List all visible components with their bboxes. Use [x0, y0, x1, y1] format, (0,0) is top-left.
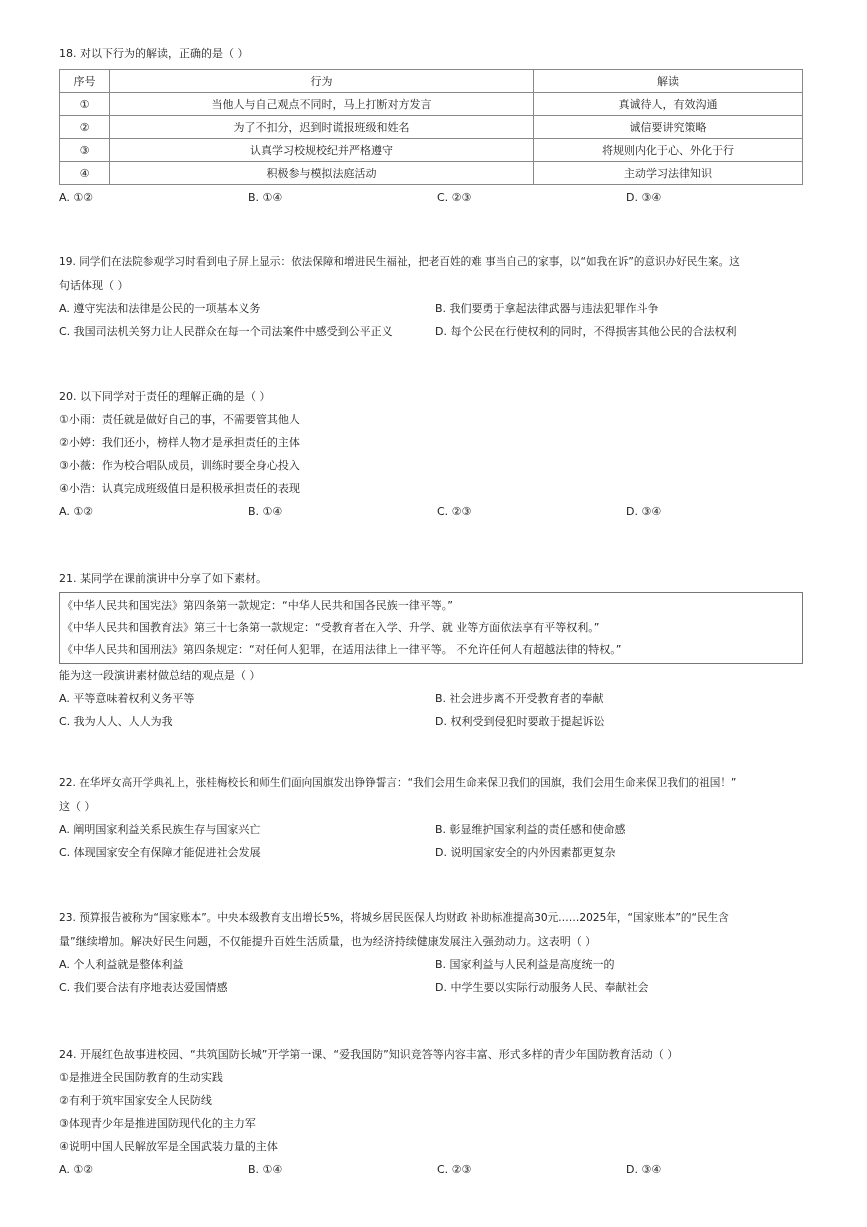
option-a[interactable]: A. ①②: [59, 505, 94, 518]
table-row: [60, 93, 803, 116]
option-b[interactable]: B. 我们要勇于拿起法律武器与违法犯罪作斗争: [435, 302, 659, 315]
question-stem: 19. 同学们在法院参观学习时看到电子屏上显示：依法保障和增进民生福祉，把老百姓的难 事当自己的家事，以“如我在诉”的意识办好民生案。这: [59, 256, 740, 268]
option-d[interactable]: D. 权利受到侵犯时要敢于提起诉讼: [435, 715, 605, 728]
option-d[interactable]: D. ③④: [626, 505, 662, 518]
answer-options: [59, 818, 819, 841]
table-cell: 主动学习法律知识: [534, 162, 803, 185]
option-a[interactable]: A. 阐明国家利益关系民族生存与国家兴亡: [59, 823, 261, 836]
material-line: 《中华人民共和国宪法》第四条第一款规定：“中华人民共和国各民族一律平等。”: [62, 599, 453, 612]
statement-item: ①是推进全民国防教育的生动实践: [59, 1071, 223, 1084]
question-stem: 24. 开展红色故事进校园、“共筑国防长城”开学第一课、“爱我国防”知识竞答等内容丰富、形式多样的青少年国防教育活动（ ）: [59, 1048, 679, 1061]
question-21: [59, 567, 819, 733]
table-cell: 真诚待人，有效沟通: [534, 93, 803, 116]
option-b[interactable]: B. ①④: [248, 191, 283, 204]
statement-item: ③体现青少年是推进国防现代化的主力军: [59, 1117, 256, 1130]
option-d[interactable]: D. 中学生要以实际行动服务人民、奉献社会: [435, 981, 649, 994]
material-line: 《中华人民共和国刑法》第四条规定：“对任何人犯罪，在适用法律上一律平等。 不允许任何人有超越法律的特权。”: [62, 643, 622, 656]
question-stem: 22. 在华坪女高开学典礼上，张桂梅校长和师生们面向国旗发出铮铮誓言：“我们会用生命来保卫我们的国旗，我们会用生命来保卫我们的祖国！”: [59, 777, 737, 789]
table-cell: 当他人与自己观点不同时，马上打断对方发言: [110, 93, 534, 116]
option-c[interactable]: C. 我们要合法有序地表达爱国情感: [59, 981, 228, 994]
answer-options: [59, 710, 819, 733]
table-cell: ②: [60, 116, 110, 139]
option-a[interactable]: A. 平等意味着权利义务平等: [59, 692, 195, 705]
option-d[interactable]: D. ③④: [626, 1163, 662, 1176]
table-cell: ①: [60, 93, 110, 116]
option-d[interactable]: D. 说明国家安全的内外因素都更复杂: [435, 846, 616, 859]
table-cell: 为了不扣分，迟到时谎报班级和姓名: [110, 116, 534, 139]
option-b[interactable]: B. 彰显维护国家利益的责任感和使命感: [435, 823, 626, 836]
question-stem-cont: 句话体现（ ）: [59, 279, 129, 292]
table-cell: ③: [60, 139, 110, 162]
option-c[interactable]: C. ②③: [437, 505, 472, 518]
option-b[interactable]: B. 国家利益与人民利益是高度统一的: [435, 958, 615, 971]
option-d[interactable]: D. ③④: [626, 191, 662, 204]
question-stem: 18. 对以下行为的解读，正确的是（ ）: [59, 47, 249, 60]
option-a[interactable]: A. ①②: [59, 1163, 94, 1176]
answer-options: [59, 687, 819, 710]
option-b[interactable]: B. ①④: [248, 1163, 283, 1176]
question-19: [59, 251, 819, 343]
header-cell: 序号: [60, 70, 110, 93]
option-d[interactable]: D. 每个公民在行使权利的同时，不得损害其他公民的合法权利: [435, 325, 737, 338]
table-cell: ④: [60, 162, 110, 185]
question-20: [59, 385, 819, 523]
answer-options: [59, 500, 819, 523]
option-c[interactable]: C. ②③: [437, 191, 472, 204]
material-line: 《中华人民共和国教育法》第三十七条第一款规定：“受教育者在入学、升学、就 业等方面依法享有平等权利。”: [62, 621, 600, 634]
question-prompt: 能为这一段演讲素材做总结的观点是（ ）: [59, 669, 261, 682]
header-cell: 行为: [110, 70, 534, 93]
option-b[interactable]: B. 社会进步离不开受教育者的奉献: [435, 692, 604, 705]
table-row: [60, 162, 803, 185]
answer-options: [59, 1158, 819, 1181]
answer-options: [59, 976, 819, 999]
option-c[interactable]: C. 我国司法机关努力让人民群众在每一个司法案件中感受到公平正义: [59, 325, 393, 338]
behavior-table: [59, 69, 803, 185]
question-18: [59, 42, 819, 209]
answer-options: [59, 297, 819, 320]
statement-item: ①小雨：责任就是做好自己的事，不需要管其他人: [59, 413, 300, 426]
table-cell: 诚信要讲究策略: [534, 116, 803, 139]
answer-options: [59, 186, 819, 209]
material-box: [59, 592, 803, 664]
answer-options: [59, 841, 819, 864]
option-a[interactable]: A. 个人利益就是整体利益: [59, 958, 184, 971]
option-c[interactable]: C. ②③: [437, 1163, 472, 1176]
table-cell: 认真学习校规校纪并严格遵守: [110, 139, 534, 162]
table-cell: 将规则内化于心、外化于行: [534, 139, 803, 162]
statement-item: ④说明中国人民解放军是全国武装力量的主体: [59, 1140, 278, 1153]
question-stem: 21. 某同学在课前演讲中分享了如下素材。: [59, 572, 267, 585]
option-c[interactable]: C. 体现国家安全有保障才能促进社会发展: [59, 846, 261, 859]
answer-options: [59, 953, 819, 976]
option-a[interactable]: A. 遵守宪法和法律是公民的一项基本义务: [59, 302, 261, 315]
question-22: [59, 772, 819, 864]
header-cell: 解读: [534, 70, 803, 93]
statement-item: ③小薇：作为校合唱队成员，训练时要全身心投入: [59, 459, 300, 472]
table-header-row: [60, 70, 803, 93]
answer-options: [59, 320, 819, 343]
option-c[interactable]: C. 我为人人、人人为我: [59, 715, 173, 728]
statement-item: ②小婷：我们还小，榜样人物才是承担责任的主体: [59, 436, 300, 449]
question-stem: 23. 预算报告被称为“国家账本”。中央本级教育支出增长5%，将城乡居民医保人均财政 补助标准提高30元……2025年，“国家账本”的“民生含: [59, 912, 729, 924]
table-cell: 积极参与模拟法庭活动: [110, 162, 534, 185]
question-stem-cont: 这（ ）: [59, 800, 96, 813]
question-stem-cont: 量”继续增加。解决好民生问题，不仅能提升百姓生活质量，也为经济持续健康发展注入强劲动力。这表明（ ）: [59, 935, 597, 948]
option-b[interactable]: B. ①④: [248, 505, 283, 518]
question-23: [59, 907, 819, 999]
statement-item: ④小浩：认真完成班级值日是积极承担责任的表现: [59, 482, 300, 495]
option-a[interactable]: A. ①②: [59, 191, 94, 204]
question-stem: 20. 以下同学对于责任的理解正确的是（ ）: [59, 390, 271, 403]
statement-item: ②有利于筑牢国家安全人民防线: [59, 1094, 212, 1107]
table-row: [60, 139, 803, 162]
question-24: [59, 1043, 819, 1181]
table-row: [60, 116, 803, 139]
